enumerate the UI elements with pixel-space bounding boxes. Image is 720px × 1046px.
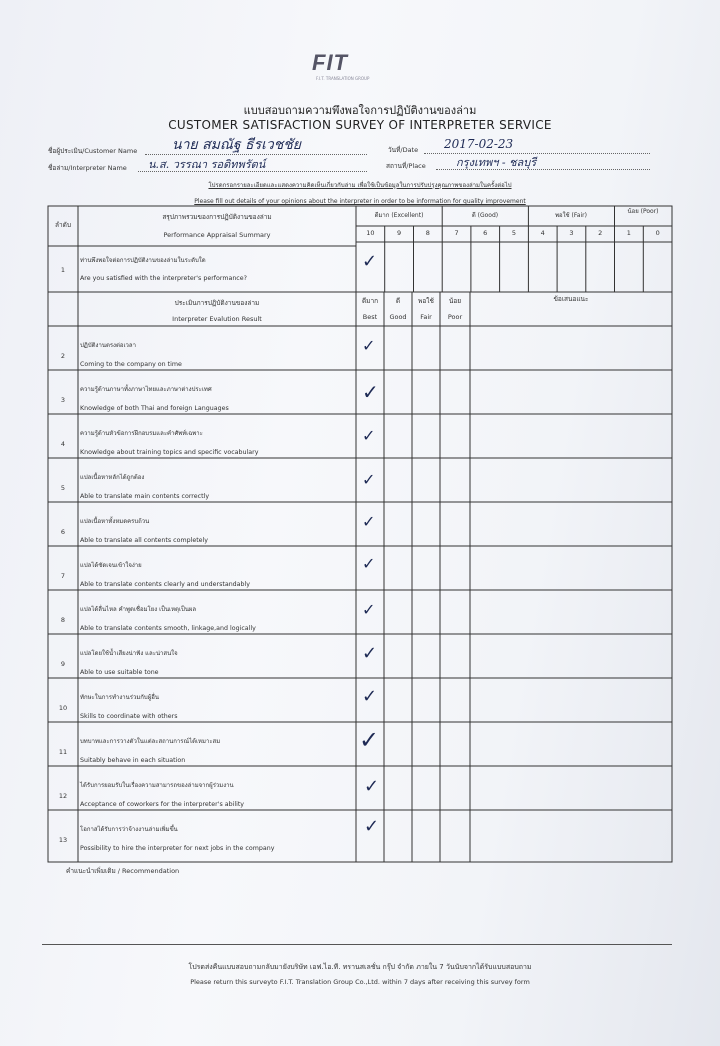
row-number: 6 <box>60 528 66 536</box>
col-good-thai: ดี <box>395 297 401 305</box>
check-mark[interactable]: ✓ <box>359 726 380 754</box>
row-text-english: Acceptance of coworkers for the interpreter's ability <box>80 801 245 808</box>
row-text-thai: โอกาสได้รับการว่าจ้างงานล่ามเพิ่มขึ้น <box>80 826 178 833</box>
row-number: 12 <box>58 792 68 800</box>
score-7: 7 <box>454 229 459 237</box>
customer-name-value[interactable]: นาย สมณัฐ ธีรเวชชัย <box>172 137 301 153</box>
col-fair-english: Fair <box>420 313 432 321</box>
col-fair-thai: พอใช้ <box>418 297 434 305</box>
footer-divider <box>42 944 672 945</box>
row-text-thai: แปลได้ชัดเจนเข้าใจง่าย <box>80 562 142 569</box>
row-number: 9 <box>60 660 66 668</box>
recommendation-label: คำแนะนำเพิ่มเติม / Recommendation <box>66 867 180 875</box>
row-text-thai: ปฏิบัติงานตรงต่อเวลา <box>80 342 136 349</box>
row-text-english: Able to use suitable tone <box>80 669 159 676</box>
check-mark[interactable]: ✓ <box>362 643 378 664</box>
row-number: 13 <box>58 836 68 844</box>
col-best-thai: ดีมาก <box>361 297 379 305</box>
row-text-english: Possibility to hire the interpreter for next jobs in the company <box>80 845 275 852</box>
check-mark[interactable]: ✓ <box>362 470 376 489</box>
row-text-english: Suitably behave in each situation <box>80 757 186 764</box>
row-text-english: Able to translate main contents correctly <box>80 493 210 500</box>
score-2: 2 <box>598 229 603 237</box>
eval-header-english: Interpreter Evalution Result <box>172 315 262 323</box>
good-header: ดี (Good) <box>471 212 499 219</box>
check-mark[interactable]: ✓ <box>362 686 378 707</box>
logo-subtitle: F.I.T. TRANSLATION GROUP <box>316 76 370 81</box>
row-text-english: Skills to coordinate with others <box>80 713 178 720</box>
row-number: 7 <box>60 572 66 580</box>
title-english: CUSTOMER SATISFACTION SURVEY OF INTERPRETER SERVICE <box>168 118 552 132</box>
row-text-english: Able to translate contents clearly and understandably <box>80 581 251 588</box>
instruction-thai: โปรดกรอกรายละเอียดและแสดงความคิดเห็นเกี่ยวกับล่าม เพื่อใช้เป็นข้อมูลในการปรับปรุงคุณภาพของล่ามในครั้งต่อไป <box>208 182 512 189</box>
summary-header-english: Performance Appraisal Summary <box>163 231 271 239</box>
row-text-thai: ความรู้ด้านภาษาทั้งภาษาไทยและภาษาต่างประเทศ <box>80 386 212 393</box>
score-4: 4 <box>540 229 545 237</box>
check-mark[interactable]: ✓ <box>362 512 376 531</box>
row-number: 10 <box>58 704 68 712</box>
check-mark[interactable]: ✓ <box>362 426 376 445</box>
col-best-english: Best <box>362 313 378 321</box>
col-poor-thai: น้อย <box>448 297 462 305</box>
check-mark[interactable]: ✓ <box>364 816 380 837</box>
footer-english: Please return this surveyto F.I.T. Translation Group Co.,Ltd. within 7 days after receiving this survey form <box>190 978 530 986</box>
summary-question-thai: ท่านพึงพอใจต่อการปฏิบัติงานของล่ามในระดับใด <box>80 257 206 264</box>
check-mark[interactable]: ✓ <box>362 336 376 355</box>
check-mark[interactable]: ✓ <box>362 600 376 619</box>
row-text-thai: แปลโดยใช้น้ำเสียงน่าฟัง และน่าสนใจ <box>80 650 178 657</box>
date-value[interactable]: 2017-02-23 <box>444 137 514 151</box>
interpreter-name-value[interactable]: น.ส. วรรณา รอดิทพรัตน์ <box>148 158 266 171</box>
place-label: สถานที่/Place <box>386 162 426 170</box>
row-number: 8 <box>60 616 66 624</box>
summary-question-english: Are you satisfied with the interpreter's performance? <box>80 275 247 282</box>
row-number: 4 <box>60 440 66 448</box>
place-value[interactable]: กรุงเทพฯ - ชลบุรี <box>456 156 537 169</box>
title-thai: แบบสอบถามความพึงพอใจการปฏิบัติงานของล่าม <box>243 104 477 117</box>
fair-header: พอใช้ (Fair) <box>555 212 587 219</box>
score-10: 10 <box>366 229 375 237</box>
row-number: 5 <box>60 484 66 492</box>
summary-check-mark[interactable]: ✓ <box>362 251 378 272</box>
score-3: 3 <box>569 229 574 237</box>
interpreter-name-label: ชื่อล่าม/Interpreter Name <box>48 164 127 172</box>
row-text-thai: แปลเนื้อหาหลักได้ถูกต้อง <box>80 474 145 481</box>
row-number: 3 <box>60 396 66 404</box>
score-5: 5 <box>511 229 516 237</box>
no-header: ลำดับ <box>55 221 71 229</box>
fit-logo: FIT <box>312 50 348 75</box>
row-text-english: Knowledge of both Thai and foreign Languages <box>80 405 229 412</box>
footer-thai: โปรดส่งคืนแบบสอบถามกลับมายังบริษัท เอฟ.ไอ.ที. ทรานสเลชั่น กรุ๊ป จำกัด ภายใน 7 วันนับจากได้รับแบบสอบถาม <box>188 963 532 971</box>
check-mark[interactable]: ✓ <box>362 380 379 404</box>
summary-header-thai: สรุปภาพรวมของการปฏิบัติงานของล่าม <box>162 213 272 221</box>
instruction-english: Please fill out details of your opinions about the interpreter in order to be information for quality improvement <box>194 198 526 205</box>
row-text-english: Coming to the company on time <box>80 361 182 368</box>
row-number: 11 <box>58 748 68 756</box>
customer-name-label: ชื่อผู้ประเมิน/Customer Name <box>48 147 138 155</box>
row-text-thai: ทักษะในการทำงานร่วมกับผู้อื่น <box>80 694 159 701</box>
score-8: 8 <box>425 229 430 237</box>
row-number: 2 <box>60 352 66 360</box>
col-poor-english: Poor <box>447 313 463 321</box>
check-mark[interactable]: ✓ <box>362 554 376 573</box>
summary-row-number: 1 <box>60 266 66 274</box>
score-0: 0 <box>655 229 660 237</box>
row-text-thai: แปลเนื้อหาทั้งหมดครบถ้วน <box>80 518 150 525</box>
row-text-english: Knowledge about training topics and specific vocabulary <box>80 449 259 456</box>
suggestion-header: ข้อเสนอแนะ <box>553 295 589 303</box>
row-text-thai: แปลได้ลื่นไหล คำพูดเชื่อมโยง เป็นเหตุเป็นผล <box>80 606 197 613</box>
score-1: 1 <box>626 229 631 237</box>
row-text-thai: บทบาทและการวางตัวในแต่ละสถานการณ์ได้เหมาะสม <box>80 738 221 745</box>
row-text-thai: ได้รับการยอมรับในเรื่องความสามารถของล่ามจากผู้ร่วมงาน <box>80 782 234 789</box>
score-6: 6 <box>483 229 488 237</box>
col-good-english: Good <box>389 313 407 321</box>
check-mark[interactable]: ✓ <box>364 776 380 797</box>
row-text-english: Able to translate contents smooth, linkage,and logically <box>80 625 256 632</box>
poor-header: น้อย (Poor) <box>627 208 659 215</box>
date-label: วันที่/Date <box>388 146 419 154</box>
row-text-english: Able to translate all contents completely <box>80 537 209 544</box>
score-9: 9 <box>396 229 402 237</box>
excellent-header: ดีมาก (Excellent) <box>374 212 424 219</box>
row-text-thai: ความรู้ด้านหัวข้อการฝึกอบรมและคำศัพท์เฉพาะ <box>80 430 203 437</box>
eval-header-thai: ประเมินการปฏิบัติงานของล่าม <box>174 299 260 307</box>
